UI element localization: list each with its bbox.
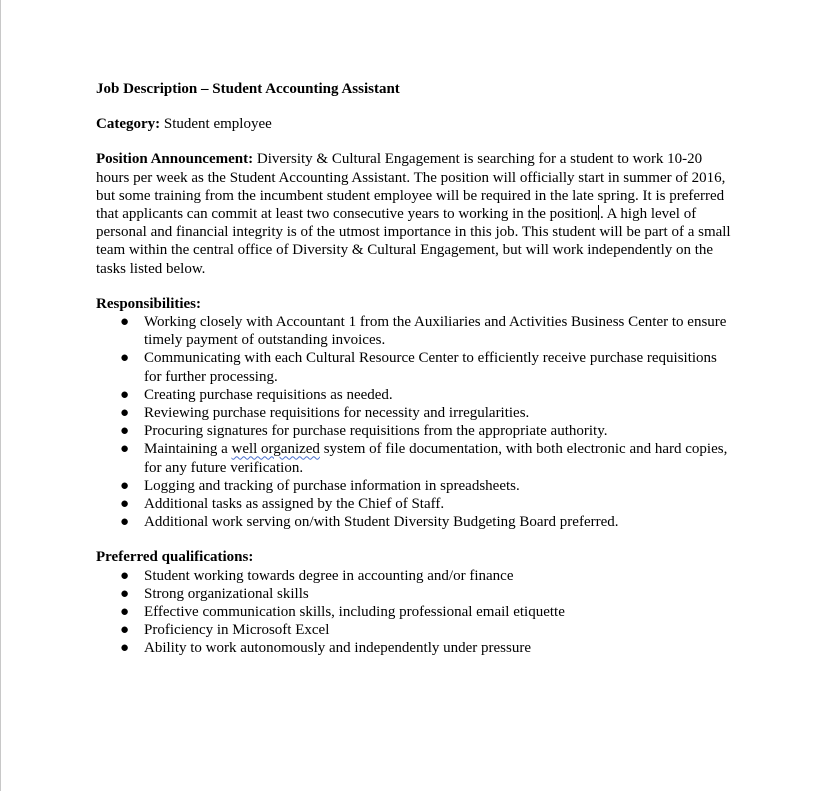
announcement-label: Position Announcement: (96, 151, 254, 168)
list-item (96, 477, 736, 495)
list-item-text: Effective communication skills, including professional email etiquette (144, 604, 565, 621)
list-item (96, 603, 736, 621)
list-item-text: Strong organizational skills (144, 585, 309, 602)
list-item-text: Additional tasks as assigned by the Chief of Staff. (144, 496, 445, 513)
bullet-icon: ● (120, 640, 130, 657)
bullet-icon: ● (120, 441, 130, 458)
responsibilities-heading: Responsibilities: (96, 295, 202, 312)
position-announcement (96, 150, 736, 277)
announcement-text-part-1: Diversity & Cultural Engagement is searching for a student to work 10-20 hours per week as the Student Accounting Assistant. The position will officially start in summer of 2016, but some training from the incumbent student employee will be required in the late spring. It is preferred that applicants can commit at least two consecutive years to working in the position (96, 151, 726, 223)
list-item (96, 404, 736, 422)
list-item (96, 495, 736, 513)
list-item (96, 422, 736, 440)
bullet-icon: ● (120, 622, 130, 639)
announcement-text-part-2: . A high level of personal and financial integrity is of the utmost importance in this job. This student will be part of a small team within the central office of Diversity & Cultural Engagement, but will work independently on the tasks listed below. (96, 206, 731, 277)
bullet-icon: ● (120, 585, 130, 602)
list-item-text: Ability to work autonomously and independently under pressure (144, 640, 532, 657)
document-body[interactable] (96, 80, 736, 675)
list-item-text: Working closely with Accountant 1 from the Auxiliaries and Activities Business Center to ensure timely payment of outstanding invoices. (144, 314, 727, 349)
list-item-text: Additional work serving on/with Student Diversity Budgeting Board preferred. (144, 514, 619, 531)
list-item (96, 386, 736, 404)
bullet-icon: ● (120, 423, 130, 440)
category-value: Student employee (160, 116, 272, 133)
list-item-text: Reviewing purchase requisitions for necessity and irregularities. (144, 405, 530, 422)
document-title: Job Description – Student Accounting Assistant (96, 81, 400, 97)
list-item (96, 639, 736, 657)
bullet-icon: ● (120, 386, 130, 403)
bullet-icon: ● (120, 496, 130, 513)
list-item-text: Logging and tracking of purchase information in spreadsheets. (144, 477, 520, 494)
list-item (96, 313, 736, 349)
qualifications-heading: Preferred qualifications: (96, 549, 254, 566)
bullet-icon: ● (120, 477, 130, 494)
bullet-icon: ● (120, 604, 130, 621)
list-item-text: Student working towards degree in accounting and/or finance (144, 567, 514, 584)
bullet-icon: ● (120, 405, 130, 422)
spellcheck-flagged-text[interactable]: well organized (231, 441, 320, 458)
list-item (96, 621, 736, 639)
list-item-text-after: system of file documentation, with both electronic and hard copies, for any future verification. (144, 441, 728, 476)
list-item-text (144, 441, 727, 475)
bullet-icon: ● (120, 350, 130, 367)
bullet-icon: ● (120, 314, 130, 331)
list-item-text: Creating purchase requisitions as needed. (144, 386, 393, 403)
category-line (96, 115, 736, 133)
list-item (96, 349, 736, 385)
category-label: Category: (96, 116, 161, 133)
list-item-text: Procuring signatures for purchase requisitions from the appropriate authority. (144, 423, 608, 440)
bullet-icon: ● (120, 514, 130, 531)
list-item (96, 440, 736, 476)
list-item (96, 585, 736, 603)
list-item (96, 513, 736, 531)
list-item-text: Proficiency in Microsoft Excel (144, 622, 330, 639)
bullet-icon: ● (120, 567, 130, 584)
list-item (96, 567, 736, 585)
responsibilities-list (96, 313, 736, 531)
page-edge (0, 0, 1, 791)
list-item-text: Communicating with each Cultural Resource Center to efficiently receive purchase requisitions for further processing. (144, 350, 717, 385)
list-item-text-before: Maintaining a (144, 441, 232, 458)
qualifications-list (96, 567, 736, 658)
text-cursor (598, 205, 599, 220)
